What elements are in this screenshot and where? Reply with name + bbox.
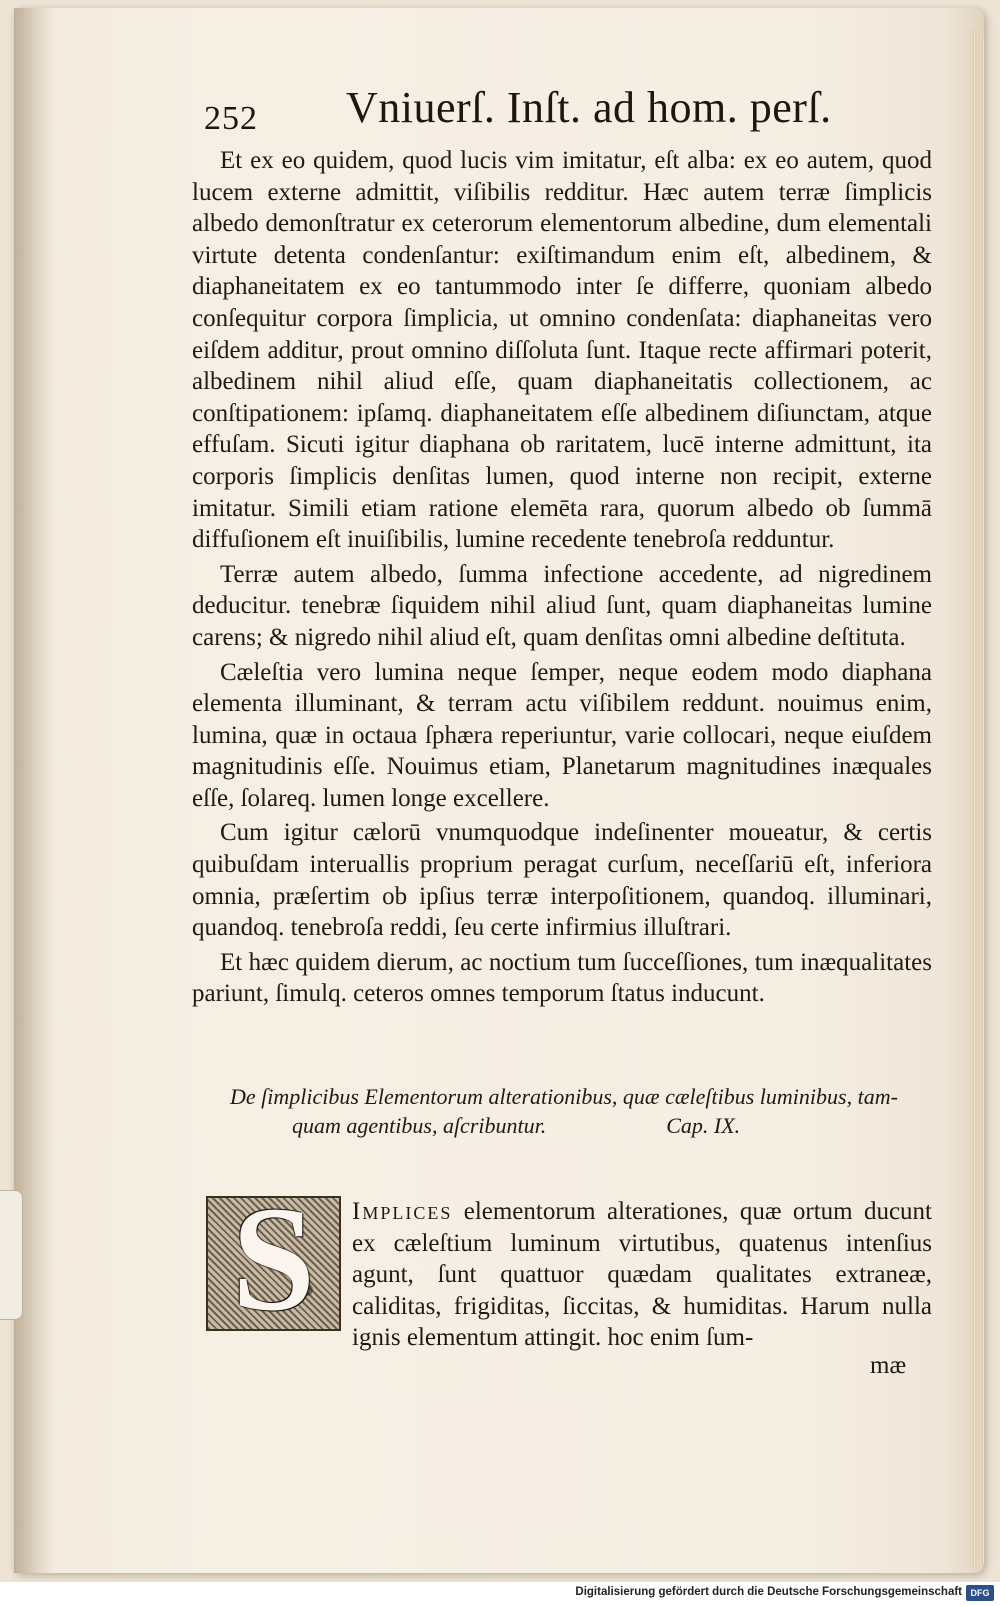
- catchword: mæ: [870, 1352, 907, 1379]
- spine-shadow: [14, 8, 54, 1573]
- chapter-heading: [230, 1082, 920, 1140]
- footer-bar: [0, 1582, 1000, 1606]
- chapter-heading-line2: quam agentibus, aſcribuntur.: [292, 1113, 547, 1138]
- chapter-first-word: Implices: [352, 1198, 453, 1225]
- running-head: Vniuerſ. Inſt. ad hom. perſ.: [346, 83, 832, 132]
- paragraph: Terræ autem albedo, ſumma infectione accedente, ad nigredinem deducitur. tenebræ ſiquidem nihil aliud ſunt, quam diaphaneitas lumine carens; & nigredo nihil aliud eſt, quam denſitas omni albedine deſtituta.: [192, 560, 932, 651]
- chapter-number: Cap. IX.: [666, 1113, 741, 1138]
- chapter-heading-line1: De ſimplicibus Elementorum alterationibus, quæ cæleſtibus luminibus, tam-: [230, 1084, 898, 1109]
- page-number: 252: [204, 100, 258, 137]
- decorated-initial: [206, 1176, 341, 1342]
- paragraph: Cæleſtia vero lumina neque ſemper, neque eodem modo diaphana elementa illuminant, & terram actu viſibilem reddunt. nouimus enim, lumina, quæ in octaua ſphæra reperiuntur, varie collocari, neque eiuſdem magnitudinis eſſe. Nouimus etiam, Planetarum magnitudines inæquales eſſe, ſolareq. lumen longe excellere.: [192, 658, 932, 812]
- chapter-text: [352, 1196, 932, 1354]
- chapter-heading-line2-row: [230, 1111, 920, 1140]
- initial-letter: S: [231, 1176, 316, 1342]
- page-header: [204, 82, 894, 142]
- bookmark-tab: [0, 1190, 23, 1320]
- page-edge: [970, 28, 984, 1568]
- paragraph: Et hæc quidem dierum, ac noctium tum ſucceſſiones, tum inæqualitates pariunt, ſimulq. ceteros omnes temporum ſtatus inducunt.: [192, 948, 932, 1008]
- chapter-body-text: elementorum alterationes, quæ ortum ducunt ex cæleſtium luminum virtutibus, quatenus intenſius agunt, ſunt quattuor quædam qualitates extraneæ, caliditas, frigiditas, ſiccitas, & humiditas. Harum nulla ignis elementum attingit. hoc enim ſum-: [352, 1198, 932, 1352]
- paragraph: Et ex eo quidem, quod lucis vim imitatur, eſt alba: ex eo autem, quod lucem externe admittit, viſibilis redditur. Hæc autem terræ ſimplicis albedo demonſtratur ex ceterorum elementorum albedine, dum elementali virtute detenta condenſantur: exiſtimandum enim eſt, albedinem, & diaphaneitatem ex eo tantummodo inter ſe differre, quoniam albedo conſequitur corpora ſimplicia, ut omnino condenſata: diaphaneitas vero eiſdem additur, prout omnino diſſoluta ſunt. Itaque recte affirmari poterit, albedinem nihil aliud eſſe, quam diaphaneitatis collectionem, ac conſtipationem: ipſamq. diaphaneitatem eſſe albedinem diſiunctam, atque effuſam. Sicuti igitur diaphana ob raritatem, lucē interne admittunt, ita corporis ſimplicis denſitas lumen, quod interne non recipit, externe imitatur. Simili etiam ratione elemēta rara, quorum albedo ob ſummā diffuſionem eſt inuiſibilis, lumine recedente tenebroſa redduntur.: [192, 147, 932, 554]
- main-text: [192, 145, 932, 1010]
- paragraph: Cum igitur cælorū vnumquodque indeſinenter moueatur, & certis quibuſdam interuallis proprium peragat curſum, neceſſariū eſt, inferiora omnia, præſertim ob ipſius terræ interpoſitionem, quandoq. illuminari, quandoq. tenebroſa reddi, ſeu certe infirmius illuſtrari.: [192, 819, 932, 942]
- dfg-logo-icon: DFG: [966, 1585, 994, 1601]
- funding-credit: Digitalisierung gefördert durch die Deutsche Forschungsgemeinschaft: [575, 1586, 962, 1598]
